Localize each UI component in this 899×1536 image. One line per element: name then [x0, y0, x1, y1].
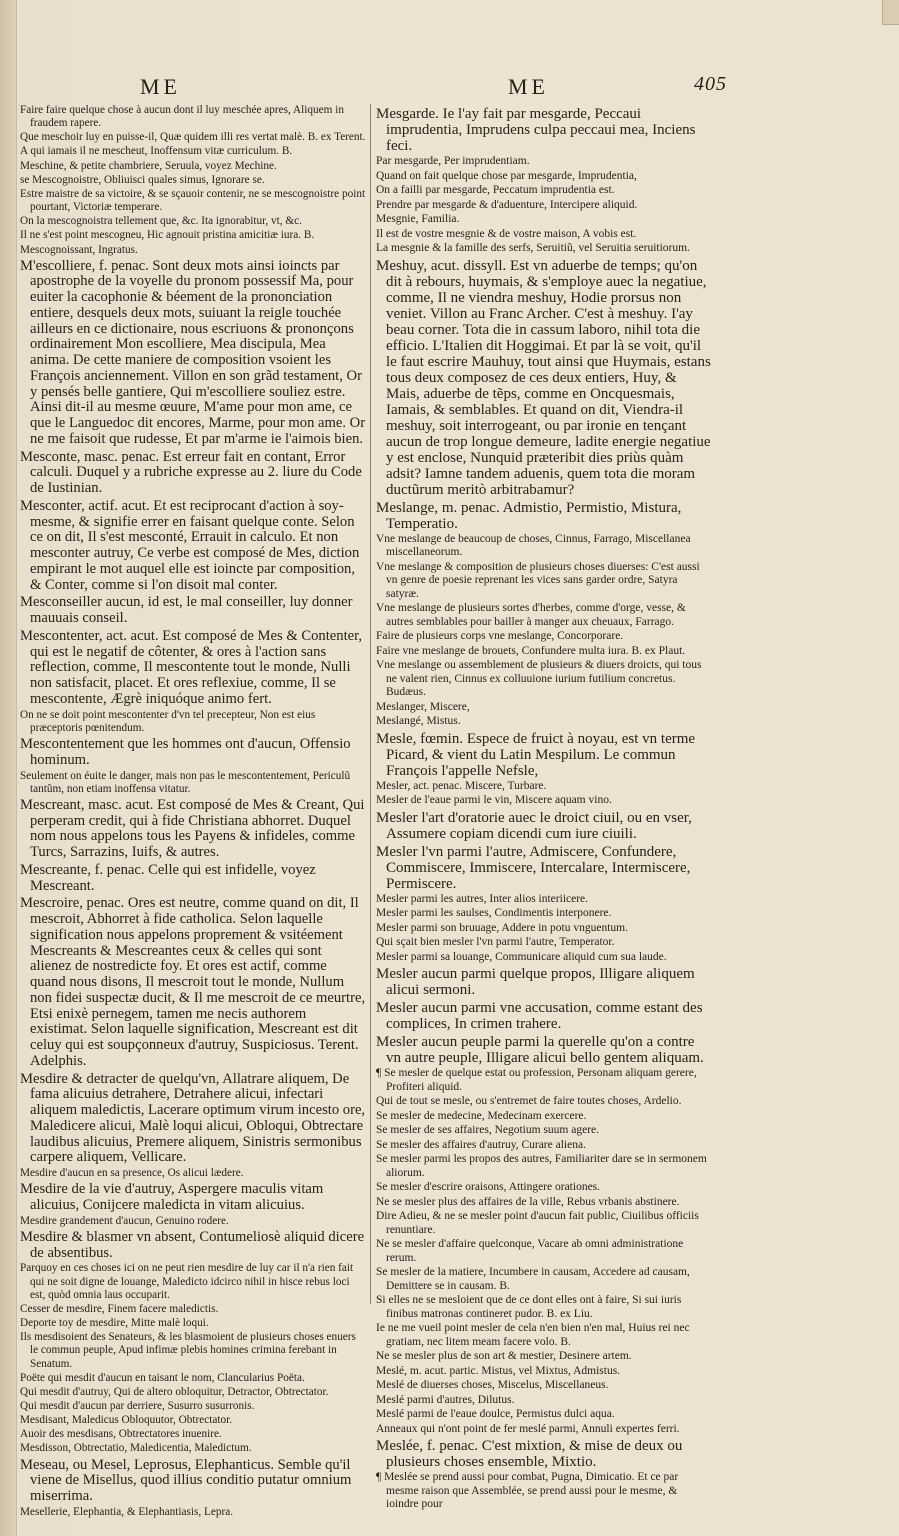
dictionary-entry: Mesdire grandement d'aucun, Genuino rodere. [20, 1214, 229, 1227]
dictionary-entry: Ne se mesler plus des affaires de la ville, Rebus vrbanis abstinere. [376, 1195, 680, 1208]
dictionary-entry: Mescreante, f. penac. Celle qui est infidelle, voyez Mescreant. [20, 861, 316, 894]
dictionary-entry: Meslanger, Miscere, [376, 700, 470, 713]
dictionary-entry: Mesler l'art d'oratorie auec le droict ciuil, ou en vser, Assumere copiam dicendi cum iure ciuili. [376, 809, 692, 842]
dictionary-entry: Mescontentement que les hommes ont d'aucun, Offensio hominum. [20, 736, 351, 768]
dictionary-entry: Que meschoir luy en puisse-il, Quæ quidem illi res vertat malè. B. ex Terent. [20, 131, 366, 144]
dictionary-entry: Qui sçait bien mesler l'vn parmi l'autre, Temperator. [376, 936, 615, 948]
dictionary-entry: Qui mesdit d'autruy, Qui de altero obloquitur, Detractor, Obtrectator. [20, 1385, 329, 1398]
dictionary-entry: Ne se mesler plus de son art & mestier, Desinere artem. [376, 1350, 632, 1362]
dictionary-entry: Mesconter, actif. acut. Et est reciprocant d'action à soy-mesme, & signifie errer en faisant quelque conte. Selon ce on dit, Il s'est mesconté, Errauit in calculo. Et non mesconter autruy, Ce verbe est composé de Mes, diction empirant le mot auquel elle est ioincte par composition, & Conter, comme si l'on disoit mal conter. [20, 497, 360, 593]
dictionary-entry: Qui de tout se mesle, ou s'entremet de faire toutes choses, Ardelio. [376, 1095, 682, 1107]
dictionary-entry: Mesler l'vn parmi l'autre, Admiscere, Confundere, Commiscere, Immiscere, Intercalare, Intermiscere, Permiscere. [376, 843, 691, 892]
column-divider [370, 104, 371, 1304]
dictionary-entry: Mesdire & detracter de quelqu'vn, Allatrare aliquem, De fama alicuius detrahere, Detrahere alicui, infectari aliquem maledictis, Lacerare optimum virum incesto ore, Maledicere alicui, Malè loqui alicui, Obloqui, Obtrectare laudibus alicuius, Premere aliquem, Sinistris sermonibus carpere aliquem, Vellicare. [20, 1070, 366, 1166]
binding-edge [0, 0, 17, 1536]
running-header [0, 74, 899, 104]
dictionary-entry: Faire faire quelque chose à aucun dont il luy meschée apres, Aliquem in fraudem rapere. [20, 104, 344, 130]
dictionary-entry: On la mescognoistra tellement que, &c. Ita ignorabitur, vt, &c. [20, 215, 302, 228]
dictionary-entry: Se mesler parmi les propos des autres, Familiariter dare se in sermonem aliorum. [376, 1153, 707, 1179]
dictionary-entry: Mesler, act. penac. Miscere, Turbare. [376, 779, 547, 792]
dictionary-entry: ¶ Se mesler de quelque estat ou profession, Personam aliquam gerere, Profiteri aliquid. [376, 1067, 697, 1093]
dictionary-entry: Mesdisant, Maledicus Obloquutor, Obtrectator. [20, 1414, 233, 1427]
dictionary-entry: Par mesgarde, Per imprudentiam. [376, 155, 530, 167]
dictionary-entry: Quand on fait quelque chose par mesgarde, Imprudentia, [376, 169, 637, 182]
dictionary-entry: La mesgnie & la famille des serfs, Seruitiũ, vel Seruitia seruitiorum. [376, 242, 690, 254]
dictionary-entry: Meslé de diuerses choses, Miscelus, Miscellaneus. [376, 1379, 609, 1391]
dictionary-entry: Mesler aucun parmi quelque propos, Illigare aliquem alicui sermoni. [376, 966, 695, 998]
dictionary-entry: Meslangé, Mistus. [376, 715, 461, 727]
dictionary-entry: Mesconte, masc. penac. Est erreur fait en contant, Error calculi. Duquel y a rubriche expresse au 2. liure du Code de Iustinian. [20, 448, 362, 497]
left-column [20, 104, 366, 1520]
dictionary-entry: Mescognoissant, Ingratus. [20, 243, 138, 256]
page-corner [882, 0, 899, 25]
dictionary-entry: Vne meslange de beaucoup de choses, Cinnus, Farrago, Miscellanea miscellaneorum. [376, 532, 691, 558]
dictionary-entry: Faire vne meslange de brouets, Confundere multa iura. B. ex Plaut. [376, 644, 686, 657]
dictionary-entry: Qui mesdit d'aucun par derriere, Susurro susurronis. [20, 1399, 255, 1412]
dictionary-entry: Mesdire d'aucun en sa presence, Os alicui lædere. [20, 1167, 244, 1180]
dictionary-entry: Meseau, ou Mesel, Leprosus, Elephanticus. Semble qu'il viene de Misellus, quod illius conditio putatur omnium miserrima. [20, 1456, 352, 1505]
dictionary-entry: Ie ne me vueil point mesler de cela n'en bien n'en mal, Huius rei nec gratiam, nec litem meam facere volo. B. [376, 1322, 690, 1348]
dictionary-entry: Seulement on éuite le danger, mais non pas le mescontentement, Periculũ tantũm, non etiam inoffensa vitatur. [20, 769, 351, 795]
dictionary-entry: Se mesler de la matiere, Incumbere in causam, Accedere ad causam, Demittere se in causam. B. [376, 1266, 690, 1292]
dictionary-entry: Mesler aucun parmi vne accusation, comme estant des complices, In crimen trahere. [376, 1000, 703, 1032]
dictionary-entry: Ne se mesler d'affaire quelconque, Vacare ab omni administratione rerum. [376, 1238, 684, 1264]
dictionary-entry: Meslange, m. penac. Admistio, Permistio, Mistura, Temperatio. [376, 499, 682, 532]
dictionary-entry: Poëte qui mesdit d'aucun en taisant le nom, Clancularius Poëta. [20, 1371, 305, 1384]
dictionary-entry: Mesdire & blasmer vn absent, Contumeliosè aliquid dicere de absentibus. [20, 1228, 365, 1261]
dictionary-entry: Si elles ne se mesloient que de ce dont elles ont à faire, Si sui iuris finibus matronas contineret pudor. B. ex Liu. [376, 1294, 682, 1320]
right-column [376, 104, 712, 1513]
dictionary-entry: Mesgarde. Ie l'ay fait par mesgarde, Peccaui imprudentia, Imprudens culpa peccaui mea, Inciens feci. [376, 106, 696, 154]
dictionary-entry: Mescontenter, act. acut. Est composé de Mes & Contenter, qui est le negatif de côtenter, & ores à l'action sans reflection, comme, Il mescontente tout le monde, Nulli non satisfacit, placet. Et ores reflexiue, comme, Il se mescontente, Ægrè iniquóque animo fert. [20, 627, 363, 707]
dictionary-entry: Il est de vostre mesgnie & de vostre maison, A vobis est. [376, 227, 637, 240]
dictionary-entry: Mesler parmi les saulses, Condimentis interponere. [376, 907, 612, 919]
dictionary-entry: M'escolliere, f. penac. Sont deux mots ainsi ioincts par apostrophe de la voyelle du pronom possessif Ma, pour euiter la cacophonie & béement de la prononciation entiere, desquels deux mots, suiuant la reigle touchée ailleurs en ce dictionaire, nous escriuons & prononçons ordinairement Mon escolliere, Mea discipula, Mea anima. De cette maniere de composition vsoient les François anciennement. Villon en son grãd testament, Or y pensés belle gantiere, Qui m'escolliere souliez estre. Ainsi dit-il au mesme œuure, M'ame pour mon ame, ce que le Languedoc dit encores, Marme, pour mon ame. Or ne me faisoit que rudesse, Et par m'arme ie l'aimois bien. [20, 257, 366, 447]
dictionary-entry: Cesser de mesdire, Finem facere maledictis. [20, 1302, 219, 1315]
dictionary-entry: Mesler parmi les autres, Inter alios interiicere. [376, 892, 589, 905]
dictionary-entry: Mesler aucun peuple parmi la querelle qu'on a contre vn autre peuple, Illigare alicui bello gentem aliquam. [376, 1034, 704, 1066]
page-number: 405 [694, 73, 727, 95]
dictionary-entry: Meslé parmi de l'eaue doulce, Permistus dulci aqua. [376, 1408, 615, 1420]
dictionary-entry: Estre maistre de sa victoire, & se sçauoir contenir, ne se mescognoistre point pourtant, Victoriæ temperare. [20, 187, 366, 214]
dictionary-entry: Mesle, fœmin. Espece de fruict à noyau, est vn terme Picard, & vient du Latin Mespilum. Le commun François l'appelle Nefsle, [376, 730, 696, 779]
dictionary-entry: Mesconseiller aucun, id est, le mal conseiller, luy donner mauuais conseil. [20, 594, 353, 627]
dictionary-entry: Mesler parmi son bruuage, Addere in potu vnguentum. [376, 921, 628, 934]
dictionary-entry: Anneaux qui n'ont point de fer meslé parmi, Annuli expertes ferri. [376, 1422, 680, 1435]
dictionary-entry: Se mesler des affaires d'autruy, Curare aliena. [376, 1138, 586, 1151]
left-header-title: ME [140, 74, 181, 99]
dictionary-entry: Mesler de l'eaue parmi le vin, Miscere aquam vino. [376, 794, 612, 806]
dictionary-entry: Prendre par mesgarde & d'aduenture, Intercipere aliquid. [376, 198, 638, 211]
dictionary-entry: Meslé, m. acut. partic. Mistus, vel Mixtus, Admistus. [376, 1364, 621, 1377]
dictionary-entry: On ne se doit point mescontenter d'vn tel precepteur, Non est eius præceptoris pœnitendum. [20, 708, 316, 734]
dictionary-entry: Mesgnie, Familia. [376, 213, 460, 225]
dictionary-entry: Mesdire de la vie d'autruy, Aspergere maculis vitam alicuius, Conijcere maledicta in vitam alicuius. [20, 1181, 324, 1213]
dictionary-entry: se Mescognoistre, Obliuisci quales simus, Ignorare se. [20, 173, 265, 186]
dictionary-entry: Meshuy, acut. dissyll. Est vn aduerbe de temps; qu'on dit à rebours, huymais, & s'employe auec la negatiue, comme, Il ne viendra meshuy, Hodie prorsus non veniet. Villon au Franc Archer. C'est à meshuy. I'ay beau corner. Tota die in cassum laboro, nihil tota die efficio. L'Italien dit Hoggimai. Et par là se voit, qu'il le faut escrire Mauhuy, tout ainsi que Huymais, estans tous deux composez de ces deux entiers, Huy, & Mais, aduerbe de tẽps, comme en Oncquesmais, Iamais, & semblables. Et quand on dit, Viendra-il meshuy, soit interrogeant, ou par ironie en tençant aucun de trop longue demeure, ladite energie negatiue y est enclose, Nunquid præteribit dies priùs quàm adsit? Iamne tandem aduenis, quem tota die moram ductũrum meritò arbitrabamur? [376, 257, 711, 498]
dictionary-entry: Mescreant, masc. acut. Est composé de Mes & Creant, Qui perperam credit, qui à fide Christiana abhorret. Duquel nom nous appelons tous les Payens & infideles, comme Turcs, Sarrazins, Iuifs, & autres. [20, 796, 365, 861]
dictionary-entry: Mesler parmi sa louange, Communicare aliquid cum sua laude. [376, 950, 667, 963]
dictionary-entry: Se mesler de ses affaires, Negotium suum agere. [376, 1124, 600, 1136]
dictionary-entry: Faire de plusieurs corps vne meslange, Concorporare. [376, 630, 624, 642]
dictionary-entry: Mesellerie, Elephantia, & Elephantiasis, Lepra. [20, 1505, 234, 1518]
dictionary-entry: Vne meslange & composition de plusieurs choses diuerses: C'est aussi vn genre de poesie reprenant les vices sans garder ordre, Satyra satyræ. [376, 560, 700, 600]
dictionary-entry: Se mesler de medecine, Medecinam exercere. [376, 1109, 587, 1122]
dictionary-entry: Mescroire, penac. Ores est neutre, comme quand on dit, Il mescroit, Abhorret à fide catholica. Selon laquelle signification nous appelons proprement & vsitéement Mescreants & Mescreantes ceux & celles qui sont alienez de nostredicte foy. Et ores est actif, comme quand nous disons, Il mescroit tout le monde, Nullum non fidei suspectæ ducit, & Il me mescroit de ce meurtre, Etsi enixè pernegem, tamen me necis authorem existimat. Selon laquelle signification, Mescreant est dit celuy qui est soupçonneux d'autruy, Suspiciosus. Terent. Adelphis. [20, 895, 366, 1069]
dictionary-entry: Vne meslange de plusieurs sortes d'herbes, comme d'orge, vesse, & autres semblables pour bailler à manger aux cheuaux, Farrago. [376, 602, 686, 628]
right-header-title: ME [508, 74, 549, 99]
dictionary-entry: On a failli par mesgarde, Peccatum imprudentia est. [376, 184, 615, 196]
dictionary-entry: Ils mesdisoient des Senateurs, & les blasmoient de plusieurs choses enuers le commun peuple, Apud infimæ plebis homines crimina ferebant in Senatum. [20, 1331, 356, 1370]
dictionary-entry: Se mesler d'escrire oraisons, Attingere orationes. [376, 1181, 601, 1193]
dictionary-entry: A qui iamais il ne mescheut, Inoffensum vitæ curriculum. B. [20, 145, 293, 158]
dictionary-entry: Meslée, f. penac. C'est mixtion, & mise de deux ou plusieurs choses ensemble, Mixtio. [376, 1438, 683, 1470]
dictionary-entry: Deporte toy de mesdire, Mitte malè loqui. [20, 1317, 209, 1330]
dictionary-entry: Dire Adieu, & ne se mesler point d'aucun fait public, Ciuilibus officiis renuntiare. [376, 1210, 699, 1236]
dictionary-entry: Il ne s'est point mescogneu, Hic agnouit pristina amicitiæ iura. B. [20, 229, 315, 242]
dictionary-entry: Mesdisson, Obtrectatio, Maledicentia, Maledictum. [20, 1442, 252, 1455]
dictionary-entry: Vne meslange ou assemblement de plusieurs & diuers droicts, qui tous ne valent rien, Cinnus ex colluuione iurium futilium concretus. Budæus. [376, 659, 702, 698]
dictionary-entry: Parquoy en ces choses ici on ne peut rien mesdire de luy car il n'a rien fait qui ne soit digne de louange, Maledicto idcirco nihil in hisce rebus loci est, quòd omnia laus occuparit. [20, 1262, 354, 1301]
dictionary-entry: Meschine, & petite chambriere, Seruula, voyez Mechine. [20, 159, 277, 172]
dictionary-entry: ¶ Meslée se prend aussi pour combat, Pugna, Dimicatio. Et ce par mesme raison que Assemblée, se prend aussi pour le mesme, & ioindre pour [376, 1471, 679, 1510]
dictionary-entry: Meslé parmi d'autres, Dilutus. [376, 1393, 515, 1406]
dictionary-entry: Auoir des mesdisans, Obtrectatores inuenire. [20, 1428, 222, 1441]
